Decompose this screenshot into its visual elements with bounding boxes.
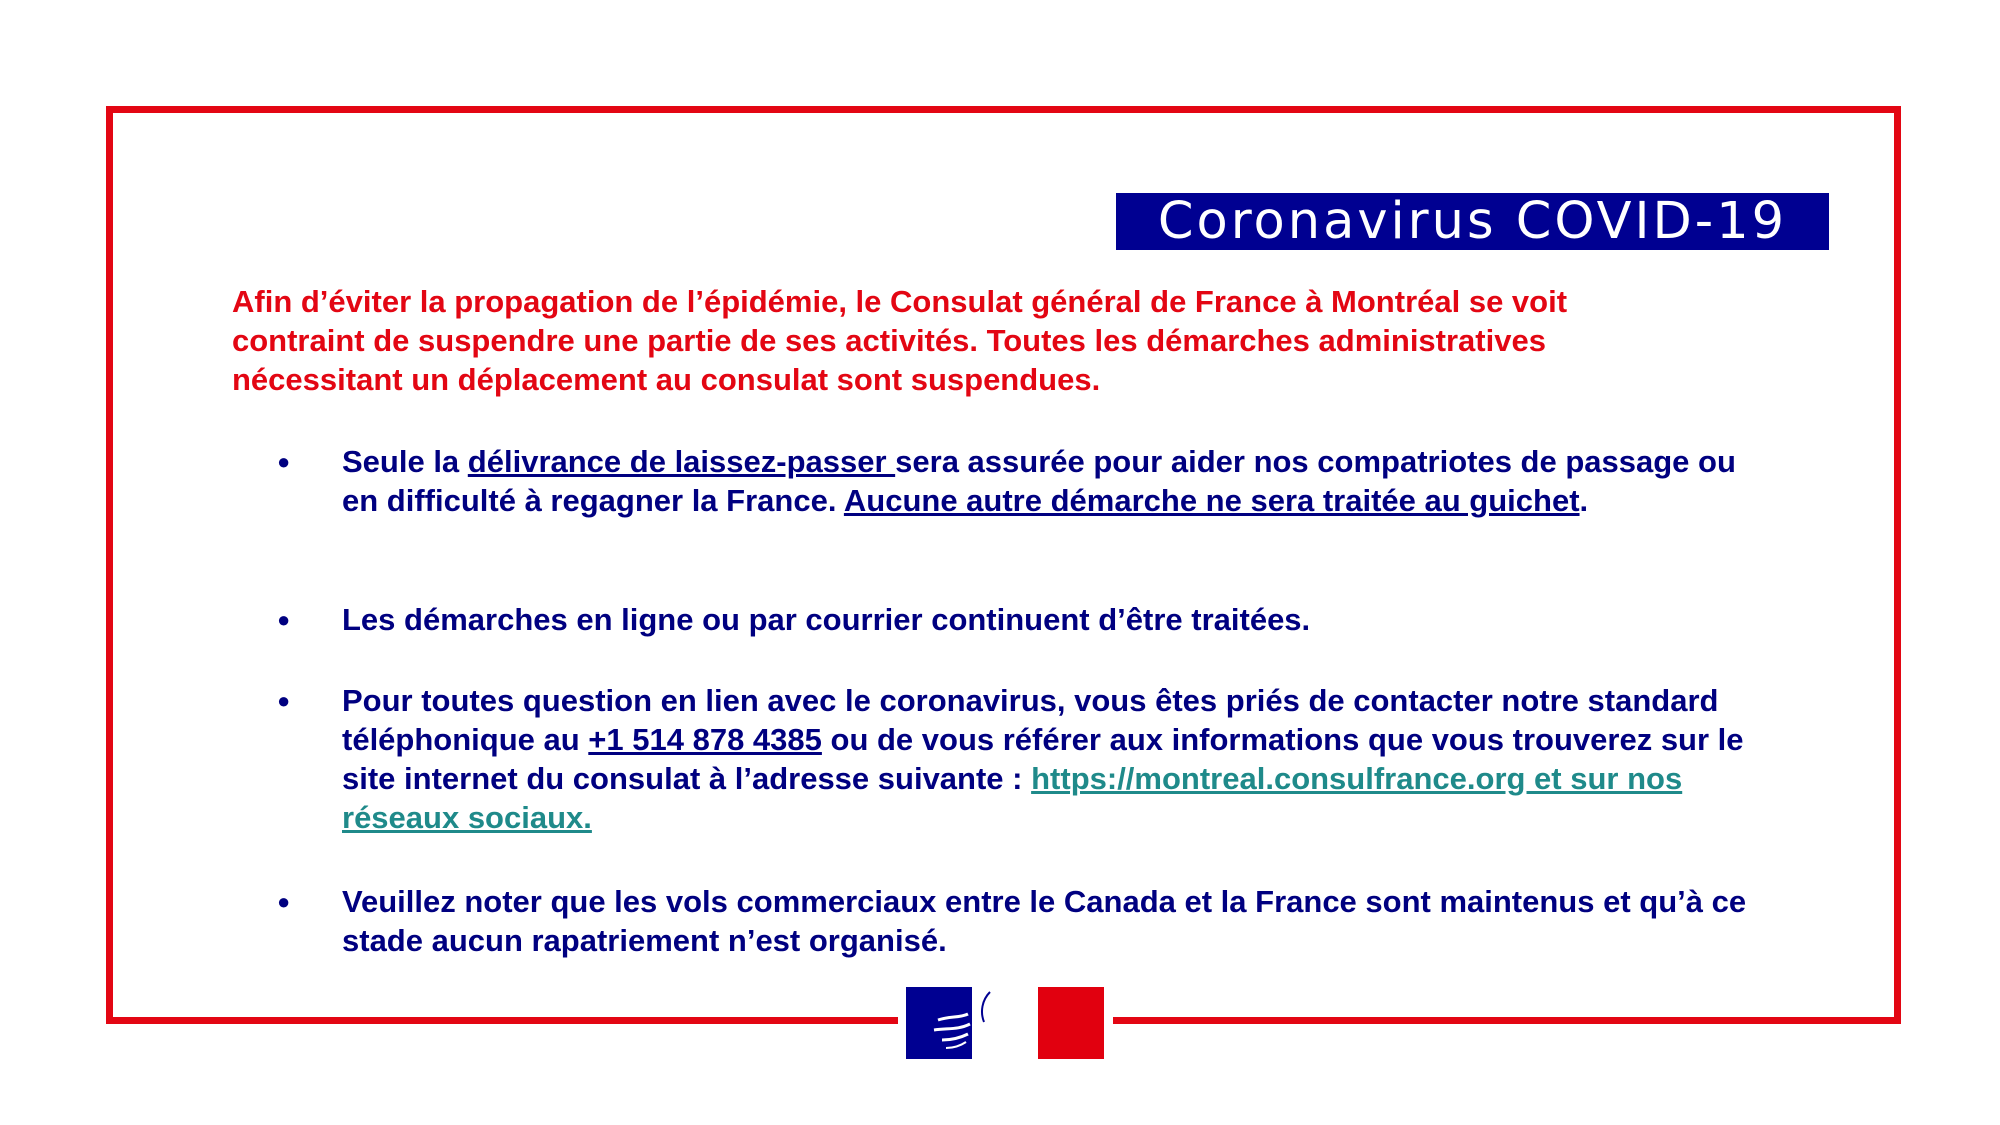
bullet-icon: ● bbox=[277, 889, 291, 914]
bullet-icon: ● bbox=[277, 449, 291, 474]
phone-link[interactable]: +1 514 878 4385 bbox=[588, 722, 822, 757]
text-span: . bbox=[1579, 483, 1589, 518]
website-link[interactable]: https://montreal.consulfrance.org et sur nos réseaux sociaux. bbox=[342, 761, 1683, 835]
laissez-passer-link[interactable]: délivrance de laissez-passer bbox=[467, 444, 896, 479]
marianne-logo-icon bbox=[898, 982, 1113, 1061]
bullet-text: Les démarches en ligne ou par courrier continuent d’être traitées. bbox=[342, 602, 1311, 637]
text-span: Seule la bbox=[342, 444, 468, 479]
text-span: ou de vous référer aux informations que vous trouverez sur le site internet du consulat à l’adresse suivante : bbox=[342, 722, 1744, 796]
page-title: Coronavirus COVID-19 bbox=[1116, 193, 1829, 250]
intro-paragraph: Afin d’éviter la propagation de l’épidémie, le Consulat général de France à Montréal se voit contraint de suspendre une partie de ses activités. Toutes les démarches administratives nécessitant un déplacement au consulat sont suspendues. bbox=[232, 284, 1568, 397]
bullet-icon: ● bbox=[277, 688, 291, 713]
text-span: Pour toutes question en lien avec le coronavirus, vous êtes priés de contacter notre standard téléphonique au bbox=[342, 683, 1719, 757]
text-span: sera assurée pour aider nos compatriotes de passage ou en difficulté à regagner la France. bbox=[342, 444, 1736, 518]
no-other-procedure-text: Aucune autre démarche ne sera traitée au guichet bbox=[843, 483, 1580, 518]
bullet-icon: ● bbox=[277, 607, 291, 632]
bullet-text bbox=[342, 681, 1772, 837]
bullet-text bbox=[342, 442, 1772, 520]
bullet-text: Veuillez noter que les vols commerciaux entre le Canada et la France sont maintenus et qu’à ce stade aucun rapatriement n’est organisé. bbox=[342, 884, 1747, 958]
